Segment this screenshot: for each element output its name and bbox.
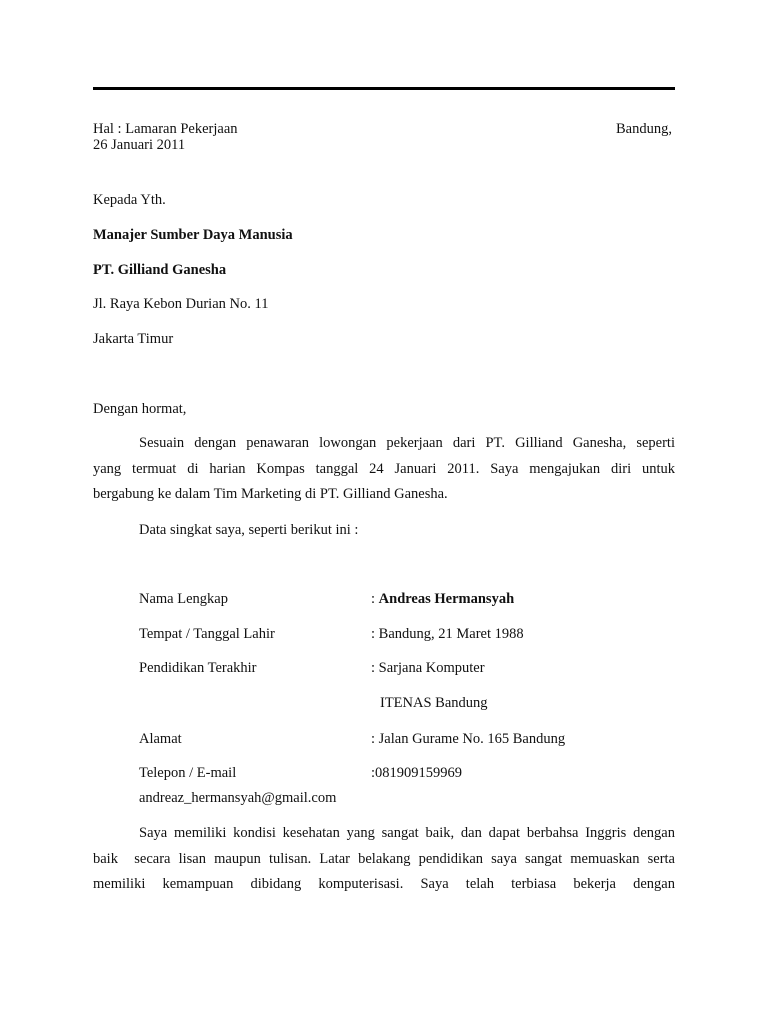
email-value: andreaz_hermansyah@gmail.com	[139, 790, 337, 806]
header-rule	[93, 87, 675, 90]
paragraph-line: Sesuain dengan penawaran lowongan pekerjaan dari PT. Gilliand Ganesha, seperti	[139, 435, 675, 451]
name-value-group	[371, 591, 514, 608]
education-institution: ITENAS Bandung	[380, 695, 488, 711]
education-row-2	[139, 695, 675, 715]
education-row	[139, 660, 675, 680]
paragraph-line: Saya memiliki kondisi kesehatan yang sangat baik, dan dapat berbahsa Inggris dengan	[139, 825, 675, 841]
paragraph-line: bergabung ke dalam Tim Marketing di PT. Gilliand Ganesha.	[93, 486, 448, 502]
birth-label: Tempat / Tanggal Lahir	[139, 626, 275, 642]
education-label: Pendidikan Terakhir	[139, 660, 257, 676]
education-value: : Sarjana Komputer	[371, 660, 485, 676]
greeting: Dengan hormat,	[93, 401, 187, 417]
recipient-position: Manajer Sumber Daya Manusia	[93, 227, 293, 243]
phone-value: :081909159969	[371, 765, 463, 781]
name-value: Andreas Hermansyah	[378, 591, 515, 607]
recipient-salutation: Kepada Yth.	[93, 192, 166, 208]
closing-paragraph	[93, 821, 675, 898]
letter-subject: Hal : Lamaran Pekerjaan	[93, 121, 238, 137]
paragraph-line: yang termuat di harian Kompas tanggal 24 Januari 2011. Saya mengajukan diri untuk	[93, 460, 675, 477]
address-row	[139, 731, 675, 751]
address-label: Alamat	[139, 731, 182, 747]
name-row	[139, 591, 675, 611]
birth-value: : Bandung, 21 Maret 1988	[371, 626, 524, 642]
phone-row	[139, 765, 675, 785]
opening-paragraph	[93, 431, 675, 508]
letter-city: Bandung,	[616, 121, 672, 137]
name-colon: :	[371, 591, 379, 607]
address-value: : Jalan Gurame No. 165 Bandung	[371, 731, 566, 747]
paragraph-line: baik secara lisan maupun tulisan. Latar belakang pendidikan saya sangat memuaskan serta	[93, 850, 675, 867]
recipient-company: PT. Gilliand Ganesha	[93, 262, 227, 278]
name-label: Nama Lengkap	[139, 591, 228, 607]
birth-row	[139, 626, 675, 646]
paragraph-line: memiliki kemampuan dibidang komputerisasi. Saya telah terbiasa bekerja dengan	[93, 876, 675, 892]
recipient-street: Jl. Raya Kebon Durian No. 11	[93, 296, 269, 312]
phone-label: Telepon / E-mail	[139, 765, 237, 781]
data-intro: Data singkat saya, seperti berikut ini :	[139, 522, 359, 538]
recipient-city: Jakarta Timur	[93, 331, 174, 347]
letter-date: 26 Januari 2011	[93, 137, 186, 153]
